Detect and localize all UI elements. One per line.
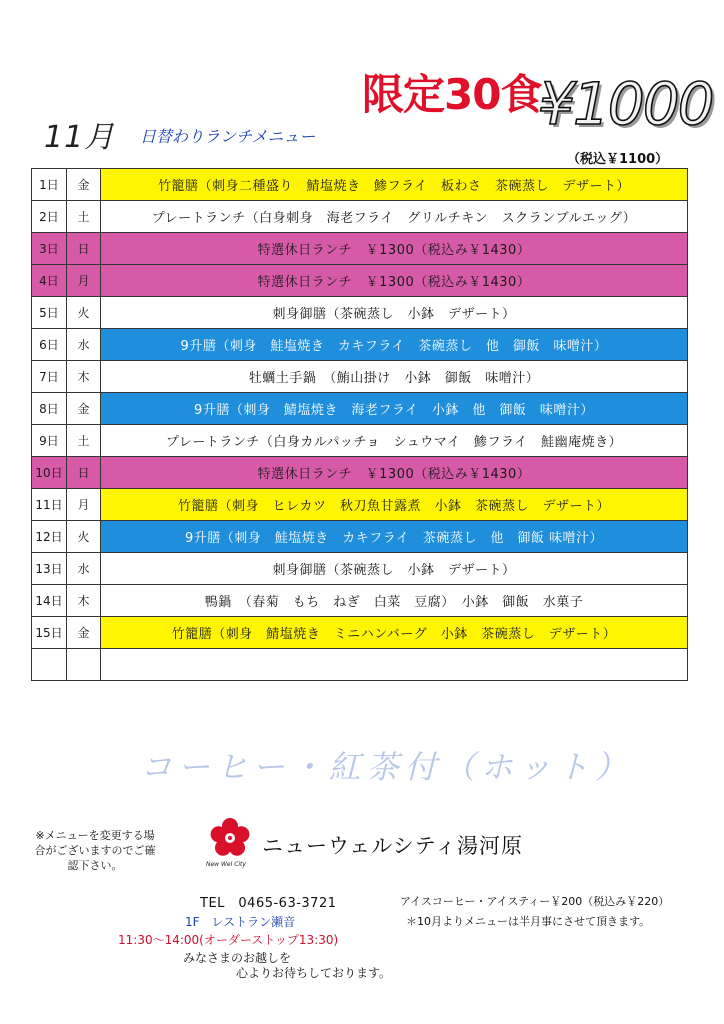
weekday-cell: 木 <box>67 585 101 617</box>
menu-item-cell: 牡蠣土手鍋 （鮪山掛け 小鉢 御飯 味噌汁） <box>101 361 688 393</box>
menu-row <box>32 265 688 297</box>
day-cell: 10日 <box>32 457 67 489</box>
menu-item-cell: 9升膳（刺身 鮭塩焼き カキフライ 茶碗蒸し 他 御飯 味噌汁） <box>101 329 688 361</box>
weekday-cell <box>67 649 101 681</box>
menu-item-cell: プレートランチ（白身カルパッチョ シュウマイ 鯵フライ 鮭幽庵焼き） <box>101 425 688 457</box>
weekday-cell: 金 <box>67 169 101 201</box>
welcome-line-2: 心よりお待ちしております。 <box>236 966 392 980</box>
menu-item-cell: 9升膳（刺身 鯖塩焼き 海老フライ 小鉢 他 御飯 味噌汁） <box>101 393 688 425</box>
menu-row <box>32 457 688 489</box>
day-cell: 6日 <box>32 329 67 361</box>
day-cell: 11日 <box>32 489 67 521</box>
logo-wordmark: New Wel City <box>206 861 246 868</box>
lunch-price-tax: （税込￥1100） <box>567 152 669 167</box>
menu-row <box>32 297 688 329</box>
menu-row <box>32 649 688 681</box>
weekday-cell: 火 <box>67 521 101 553</box>
plum-blossom-logo-icon <box>210 818 250 858</box>
weekday-cell: 金 <box>67 617 101 649</box>
menu-row <box>32 169 688 201</box>
weekday-cell: 土 <box>67 425 101 457</box>
weekday-cell: 火 <box>67 297 101 329</box>
menu-item-cell: 竹籠膳（刺身 鯖塩焼き ミニハンバーグ 小鉢 茶碗蒸し デザート） <box>101 617 688 649</box>
menu-row <box>32 617 688 649</box>
menu-row <box>32 553 688 585</box>
menu-item-cell: 特選休日ランチ ￥1300（税込み￥1430） <box>101 233 688 265</box>
menu-item-cell <box>101 649 688 681</box>
coffee-tea-note: コーヒー・紅茶付（ホット） <box>140 748 633 786</box>
menu-row <box>32 425 688 457</box>
menu-item-cell: 鴨鍋 （春菊 もち ねぎ 白菜 豆腐） 小鉢 御飯 水菓子 <box>101 585 688 617</box>
month-title: 11月 <box>44 120 116 155</box>
menu-subtitle: 日替わりランチメニュー <box>140 127 316 146</box>
day-cell: 7日 <box>32 361 67 393</box>
day-cell: 8日 <box>32 393 67 425</box>
menu-item-cell: 竹籠膳（刺身二種盛り 鯖塩焼き 鯵フライ 板わさ 茶碗蒸し デザート） <box>101 169 688 201</box>
weekday-cell: 木 <box>67 361 101 393</box>
day-cell: 3日 <box>32 233 67 265</box>
weekday-cell: 日 <box>67 457 101 489</box>
drink-price: アイスコーヒー・アイスティー￥200（税込み￥220） <box>400 895 670 908</box>
menu-table <box>31 168 688 681</box>
weekday-cell: 水 <box>67 329 101 361</box>
day-cell: 4日 <box>32 265 67 297</box>
day-cell: 9日 <box>32 425 67 457</box>
menu-row <box>32 201 688 233</box>
weekday-cell: 月 <box>67 489 101 521</box>
menu-row <box>32 361 688 393</box>
weekday-cell: 日 <box>67 233 101 265</box>
menu-item-cell: 9升膳（刺身 鮭塩焼き カキフライ 茶碗蒸し 他 御飯 味噌汁） <box>101 521 688 553</box>
weekday-cell: 土 <box>67 201 101 233</box>
restaurant-location: 1F レストラン瀬音 <box>185 915 296 929</box>
menu-item-cell: 特選休日ランチ ￥1300（税込み￥1430） <box>101 457 688 489</box>
menu-row <box>32 393 688 425</box>
lunch-price: ¥1000 <box>538 70 713 138</box>
day-cell: 1日 <box>32 169 67 201</box>
welcome-line-1: みなさまのお越しを <box>183 951 292 965</box>
weekday-cell: 月 <box>67 265 101 297</box>
day-cell: 14日 <box>32 585 67 617</box>
menu-change-note: ※メニューを変更する場合がございますのでご確認下さい。 <box>34 829 156 872</box>
menu-item-cell: 特選休日ランチ ￥1300（税込み￥1430） <box>101 265 688 297</box>
day-cell: 12日 <box>32 521 67 553</box>
menu-item-cell: 竹籠膳（刺身 ヒレカツ 秋刀魚甘露煮 小鉢 茶碗蒸し デザート） <box>101 489 688 521</box>
opening-hours: 11:30～14:00(オーダーストップ13:30) <box>118 933 339 947</box>
weekday-cell: 金 <box>67 393 101 425</box>
company-name: ニューウェルシティ湯河原 <box>262 834 523 858</box>
weekday-cell: 水 <box>67 553 101 585</box>
menu-item-cell: プレートランチ（白身刺身 海老フライ グリルチキン スクランブルエッグ） <box>101 201 688 233</box>
limited-quantity: 限定30食 <box>362 70 542 119</box>
day-cell: 15日 <box>32 617 67 649</box>
menu-row <box>32 489 688 521</box>
menu-row <box>32 521 688 553</box>
day-cell <box>32 649 67 681</box>
day-cell: 2日 <box>32 201 67 233</box>
menu-item-cell: 刺身御膳（茶碗蒸し 小鉢 デザート） <box>101 553 688 585</box>
menu-row <box>32 585 688 617</box>
menu-item-cell: 刺身御膳（茶碗蒸し 小鉢 デザート） <box>101 297 688 329</box>
day-cell: 13日 <box>32 553 67 585</box>
menu-row <box>32 233 688 265</box>
menu-row <box>32 329 688 361</box>
phone-number: TEL 0465-63-3721 <box>200 896 337 911</box>
menu-period-notice: ＊10月よりメニューは半月事にさせて頂きます。 <box>406 915 651 928</box>
day-cell: 5日 <box>32 297 67 329</box>
